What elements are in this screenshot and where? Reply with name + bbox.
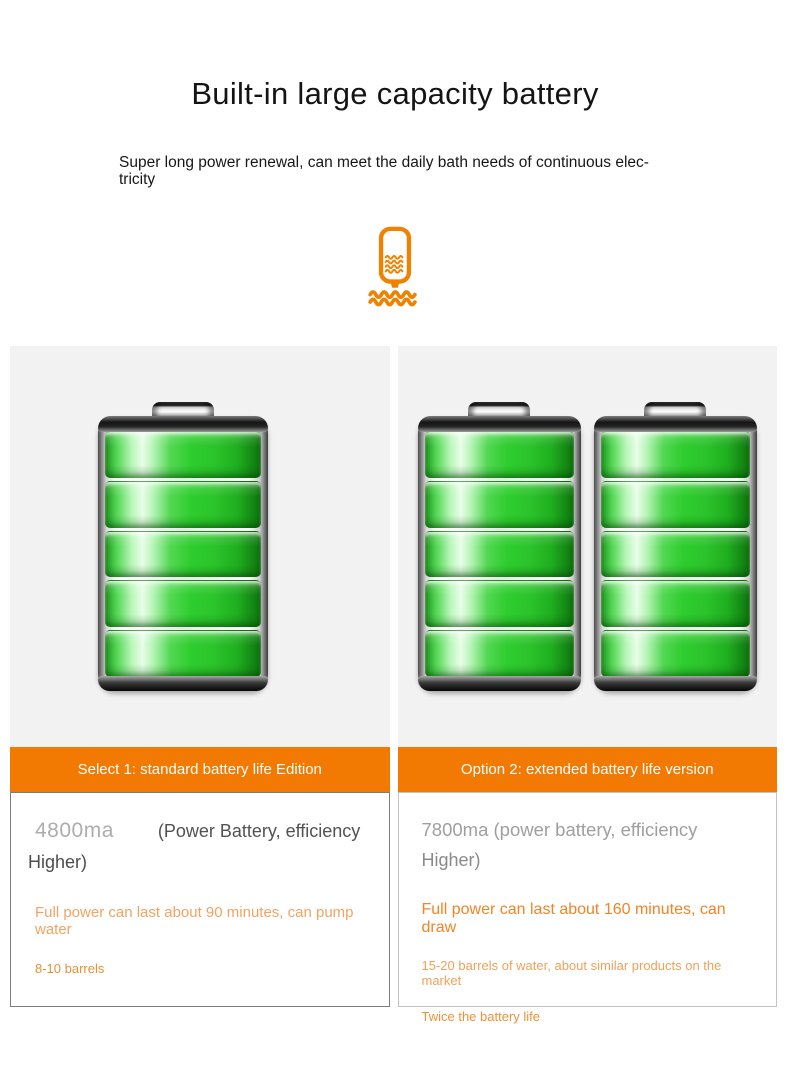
detail-line-2: 8-10 barrels [35,961,105,976]
battery-cells [105,431,261,677]
detail-line-2: 15-20 barrels of water, about similar products on the market [421,958,722,988]
battery-cell [425,580,574,627]
capacity-line-1: 7800ma (power battery, efficiency [421,819,698,840]
battery-cell [601,531,750,578]
battery-cell [105,630,261,677]
battery-top-cap [594,416,757,432]
capacity-note-line2: Higher) [28,852,88,872]
battery-cell [105,531,261,578]
battery-bottom-cap [98,676,268,691]
panel-extended-battery [398,346,778,1024]
panel-info-standard [10,792,390,1007]
product-feature-page [0,76,790,1069]
detail-line-3: Twice the battery life [421,1009,540,1024]
detail-line-1: Full power can last about 90 minutes, can pump water [35,904,354,938]
battery-cell [601,580,750,627]
battery-icon [594,416,757,691]
capacity-line-2: Higher) [421,850,481,870]
battery-cell [105,580,261,627]
page-subtitle [119,154,671,188]
battery-cell [105,481,261,528]
battery-cell [425,531,574,578]
battery-top-cap [98,416,268,432]
water-heater-icon [0,225,790,309]
battery-cell [425,431,574,478]
panel-info-extended [398,792,778,1024]
battery-bottom-cap [594,676,757,691]
capacity-value: 4800ma [35,819,114,842]
battery-cell [601,630,750,677]
battery-bottom-cap [418,676,581,691]
panel-standard-battery [10,346,390,1007]
subtitle-line-1: Super long power renewal, can meet the daily bath needs of continuous elec- [119,154,649,171]
battery-cell [425,481,574,528]
capacity-row [25,819,375,843]
battery-icon [98,416,268,691]
battery-cells [601,431,750,677]
battery-image-area-standard [10,346,390,747]
battery-image-area-extended [398,346,778,747]
battery-top-cap [418,416,581,432]
battery-cell [601,431,750,478]
battery-icon [418,416,581,691]
page-title: Built-in large capacity battery [191,76,599,111]
detail-line-1: Full power can last about 160 minutes, can draw [421,901,726,936]
subtitle-line-2: tricity [119,171,156,188]
battery-option-panels [10,346,777,1024]
battery-cell [601,481,750,528]
capacity-note: (Power Battery, efficiency [157,821,361,841]
battery-cells [425,431,574,677]
battery-cell [105,431,261,478]
battery-cell [425,630,574,677]
panel-header-standard: Select 1: standard battery life Edition [10,747,390,792]
panel-header-extended: Option 2: extended battery life version [398,747,778,792]
